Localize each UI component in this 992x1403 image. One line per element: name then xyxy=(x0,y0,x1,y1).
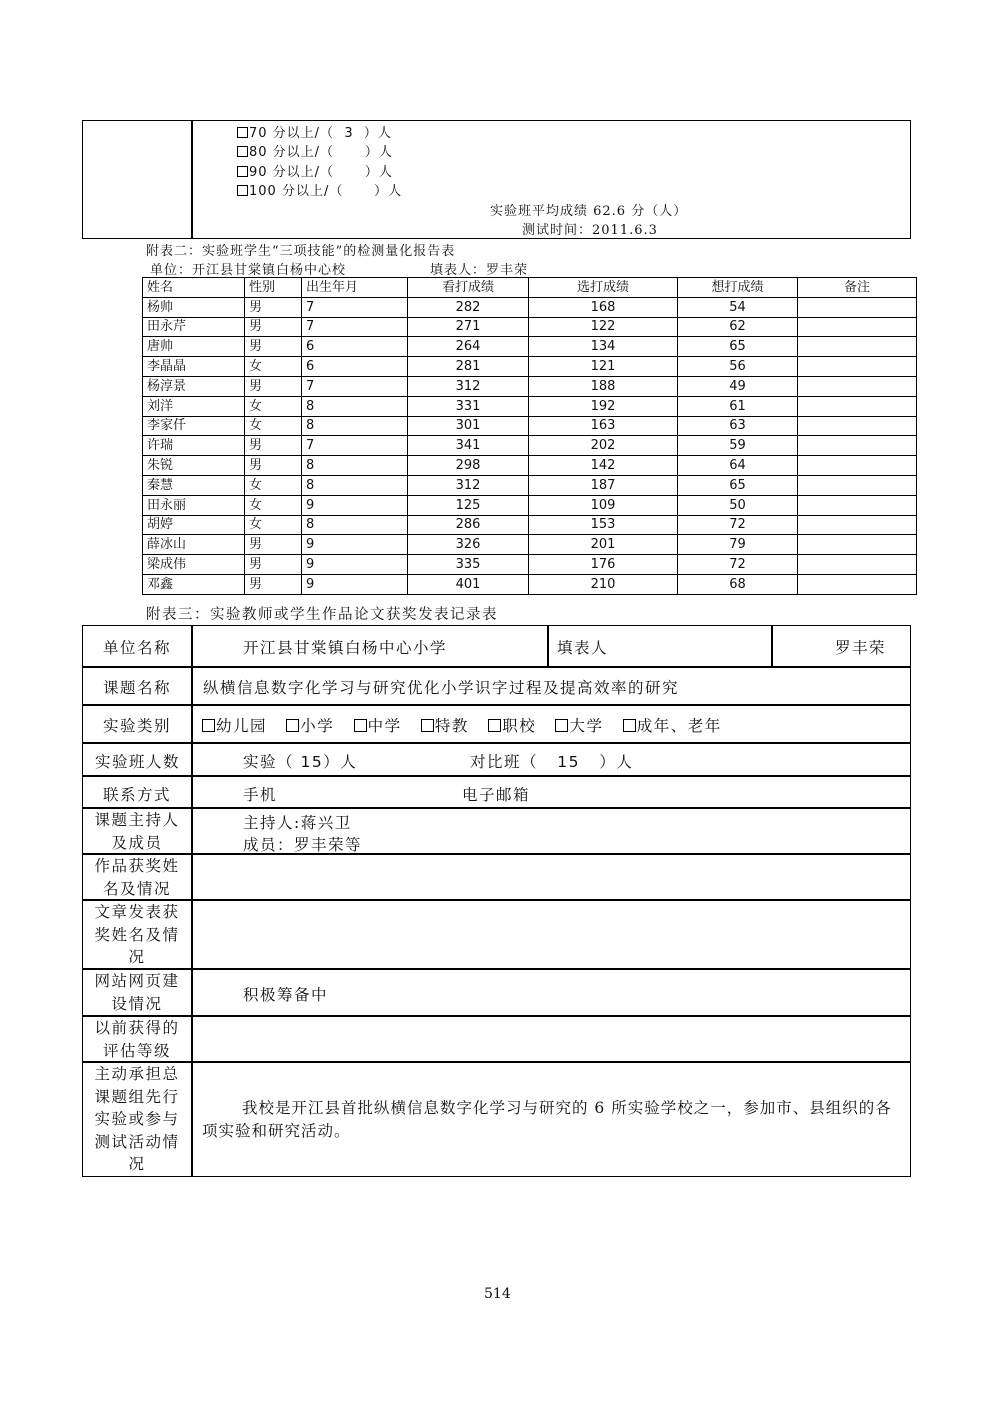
rating-label: 以前获得的评估等级 xyxy=(94,1019,180,1060)
table-row xyxy=(143,376,917,396)
table-cell: 121 xyxy=(529,357,678,377)
table-row xyxy=(143,515,917,535)
table-cell: 134 xyxy=(529,337,678,357)
table-cell: 男 xyxy=(245,574,302,594)
host-label: 课题主持人及成员 xyxy=(94,811,180,852)
category-option[interactable]: 大学 xyxy=(555,717,603,735)
table-cell: 271 xyxy=(408,317,529,337)
row-line xyxy=(82,899,911,901)
control-count: 对比班（ 15 ）人 xyxy=(470,753,634,771)
category-options xyxy=(202,714,722,736)
table-cell: 杨帅 xyxy=(143,297,245,317)
table-cell xyxy=(798,376,917,396)
topic-value: 纵横信息数字化学习与研究优化小学识字过程及提高效率的研究 xyxy=(203,679,680,697)
table-cell: 72 xyxy=(678,515,798,535)
record-divider-a xyxy=(547,625,549,667)
filler-label: 填表人 xyxy=(557,639,609,657)
table-cell: 312 xyxy=(408,376,529,396)
table-cell: 男 xyxy=(245,376,302,396)
header-cell: 性别 xyxy=(245,278,302,298)
category-option[interactable]: 成年、老年 xyxy=(623,717,722,735)
table-cell: 192 xyxy=(529,396,678,416)
table-cell: 杨淳景 xyxy=(143,376,245,396)
table-cell: 63 xyxy=(678,416,798,436)
header-cell: 选打成绩 xyxy=(529,278,678,298)
class-average: 实验班平均成绩 62.6 分（人） xyxy=(490,204,688,219)
table-cell: 125 xyxy=(408,495,529,515)
table-cell: 女 xyxy=(245,357,302,377)
website-value: 积极筹备中 xyxy=(243,986,329,1004)
category-option[interactable]: 职校 xyxy=(488,717,536,735)
topic-label: 课题名称 xyxy=(103,679,172,697)
table-cell: 8 xyxy=(302,456,408,476)
table-row xyxy=(143,396,917,416)
page-number: 514 xyxy=(484,1286,511,1302)
members-value: 成员：罗丰荣等 xyxy=(243,836,363,854)
table-cell: 62 xyxy=(678,317,798,337)
table-cell: 女 xyxy=(245,396,302,416)
table-cell xyxy=(798,574,917,594)
table-cell: 邓鑫 xyxy=(143,574,245,594)
score-option-100: 100 分以上/（ ）人 xyxy=(237,180,402,199)
category-option[interactable]: 幼儿园 xyxy=(202,717,267,735)
table-cell: 326 xyxy=(408,535,529,555)
table-cell: 202 xyxy=(529,436,678,456)
table-cell xyxy=(798,357,917,377)
table-cell: 298 xyxy=(408,456,529,476)
row-line xyxy=(82,704,911,706)
table-cell: 188 xyxy=(529,376,678,396)
website-label: 网站网页建设情况 xyxy=(94,972,180,1013)
exp-count: 实验（ 15）人 xyxy=(243,753,358,771)
table-row xyxy=(143,416,917,436)
table-cell: 301 xyxy=(408,416,529,436)
table-row xyxy=(143,297,917,317)
checkbox-icon[interactable] xyxy=(202,719,215,732)
table-cell: 341 xyxy=(408,436,529,456)
table-cell: 梁成伟 xyxy=(143,555,245,575)
table-cell: 176 xyxy=(529,555,678,575)
table-cell xyxy=(798,396,917,416)
table-cell: 331 xyxy=(408,396,529,416)
row-line xyxy=(82,853,911,855)
table-cell xyxy=(798,475,917,495)
skills-table xyxy=(142,277,917,595)
phone-label: 手机 xyxy=(243,786,278,804)
unit-value: 开江县甘棠镇白杨中心小学 xyxy=(243,639,448,657)
table-cell: 8 xyxy=(302,416,408,436)
checkbox-icon[interactable] xyxy=(488,719,501,732)
table-cell: 6 xyxy=(302,337,408,357)
table-cell: 胡婷 xyxy=(143,515,245,535)
table-cell: 72 xyxy=(678,555,798,575)
table-cell: 男 xyxy=(245,535,302,555)
table-cell: 田永丽 xyxy=(143,495,245,515)
table-cell: 9 xyxy=(302,535,408,555)
table-cell: 264 xyxy=(408,337,529,357)
header-cell: 看打成绩 xyxy=(408,278,529,298)
table-cell: 刘洋 xyxy=(143,396,245,416)
table-cell: 163 xyxy=(529,416,678,436)
table-cell: 8 xyxy=(302,515,408,535)
table-row xyxy=(143,475,917,495)
table-cell: 男 xyxy=(245,436,302,456)
table-cell: 187 xyxy=(529,475,678,495)
table-cell: 61 xyxy=(678,396,798,416)
table-cell: 8 xyxy=(302,475,408,495)
top-score-divider xyxy=(191,120,193,239)
table-cell: 282 xyxy=(408,297,529,317)
table-cell: 6 xyxy=(302,357,408,377)
table-cell: 109 xyxy=(529,495,678,515)
table-cell xyxy=(798,495,917,515)
table-cell xyxy=(798,456,917,476)
checkbox-icon[interactable] xyxy=(237,146,248,157)
record-divider-b xyxy=(771,625,773,667)
table-row xyxy=(143,357,917,377)
host-value: 主持人:蒋兴卫 xyxy=(243,814,352,832)
table2-caption: 附表二：实验班学生“三项技能”的检测量化报告表 xyxy=(146,244,456,259)
table-row xyxy=(143,317,917,337)
table-cell: 286 xyxy=(408,515,529,535)
table-cell: 168 xyxy=(529,297,678,317)
activity-label: 主动承担总课题组先行实验或参与测试活动情况 xyxy=(94,1065,180,1173)
table-cell: 朱锐 xyxy=(143,456,245,476)
table-row xyxy=(143,495,917,515)
table-cell: 281 xyxy=(408,357,529,377)
checkbox-icon[interactable] xyxy=(555,719,568,732)
table-cell: 8 xyxy=(302,396,408,416)
table-cell: 59 xyxy=(678,436,798,456)
table-cell: 7 xyxy=(302,436,408,456)
header-cell: 出生年月 xyxy=(302,278,408,298)
table-cell: 7 xyxy=(302,297,408,317)
table-cell: 李晶晶 xyxy=(143,357,245,377)
table-cell: 男 xyxy=(245,297,302,317)
category-option[interactable]: 小学 xyxy=(286,717,334,735)
score-option-80: 80 分以上/（ ）人 xyxy=(237,141,393,160)
table-cell xyxy=(798,515,917,535)
row-line xyxy=(82,1061,911,1063)
table-cell: 64 xyxy=(678,456,798,476)
table-cell xyxy=(798,337,917,357)
table-cell: 薛冰山 xyxy=(143,535,245,555)
email-label: 电子邮箱 xyxy=(462,786,531,804)
table-cell xyxy=(798,297,917,317)
table-cell: 9 xyxy=(302,574,408,594)
table-cell: 335 xyxy=(408,555,529,575)
row-line xyxy=(82,666,911,668)
table-cell: 女 xyxy=(245,475,302,495)
checkbox-icon[interactable] xyxy=(237,185,248,196)
table2-unit: 单位：开江县甘棠镇白杨中心校 xyxy=(150,263,347,278)
checkbox-icon[interactable] xyxy=(237,127,248,138)
table-cell xyxy=(798,416,917,436)
record-label-divider xyxy=(191,625,193,1177)
table-cell: 68 xyxy=(678,574,798,594)
table-cell: 50 xyxy=(678,495,798,515)
table-cell: 142 xyxy=(529,456,678,476)
table-cell: 秦慧 xyxy=(143,475,245,495)
table-cell xyxy=(798,317,917,337)
table-cell: 79 xyxy=(678,535,798,555)
checkbox-icon[interactable] xyxy=(623,719,636,732)
table-row xyxy=(143,535,917,555)
table-cell: 男 xyxy=(245,555,302,575)
row-line xyxy=(82,1015,911,1017)
table-cell: 李家仟 xyxy=(143,416,245,436)
category-option[interactable]: 特教 xyxy=(421,717,469,735)
category-option[interactable]: 中学 xyxy=(354,717,402,735)
test-time: 测试时间：2011.6.3 xyxy=(522,223,658,238)
record-table xyxy=(82,625,911,1177)
table-cell: 201 xyxy=(529,535,678,555)
table3-caption: 附表三：实验教师或学生作品论文获奖发表记录表 xyxy=(146,607,498,623)
row-line xyxy=(82,742,911,744)
table-cell: 9 xyxy=(302,495,408,515)
score-option-70: 70 分以上/（ 3 ）人 xyxy=(237,122,392,141)
table-cell: 7 xyxy=(302,317,408,337)
table-row xyxy=(143,574,917,594)
header-cell: 想打成绩 xyxy=(678,278,798,298)
checkbox-icon[interactable] xyxy=(421,719,434,732)
table-cell: 田永芹 xyxy=(143,317,245,337)
row-line xyxy=(82,968,911,970)
table-cell: 女 xyxy=(245,515,302,535)
checkbox-icon[interactable] xyxy=(354,719,367,732)
class-size-label: 实验班人数 xyxy=(95,753,181,771)
table-cell: 男 xyxy=(245,317,302,337)
articles-label: 文章发表获奖姓名及情况 xyxy=(94,903,180,966)
table-header-row xyxy=(143,278,917,298)
table-cell: 153 xyxy=(529,515,678,535)
row-line xyxy=(82,775,911,777)
works-label: 作品获奖姓名及情况 xyxy=(94,857,180,898)
table-cell: 54 xyxy=(678,297,798,317)
checkbox-icon[interactable] xyxy=(286,719,299,732)
score-option-90: 90 分以上/（ ）人 xyxy=(237,161,393,180)
unit-label: 单位名称 xyxy=(103,639,172,657)
table-cell: 56 xyxy=(678,357,798,377)
table-cell: 许瑞 xyxy=(143,436,245,456)
table-cell xyxy=(798,535,917,555)
table-cell: 女 xyxy=(245,416,302,436)
activity-value: 我校是开江县首批纵横信息数字化学习与研究的 6 所实验学校之一，参加市、县组织的各项实验和研究活动。 xyxy=(202,1099,892,1140)
table-cell xyxy=(798,555,917,575)
top-score-box xyxy=(82,120,911,239)
table-cell: 女 xyxy=(245,495,302,515)
table-cell: 49 xyxy=(678,376,798,396)
table-cell: 唐帅 xyxy=(143,337,245,357)
table-cell: 401 xyxy=(408,574,529,594)
checkbox-icon[interactable] xyxy=(237,166,248,177)
table-row xyxy=(143,555,917,575)
contact-label: 联系方式 xyxy=(103,786,172,804)
filler-value: 罗丰荣 xyxy=(835,639,887,657)
table-row xyxy=(143,436,917,456)
category-label: 实验类别 xyxy=(103,717,172,735)
table-row xyxy=(143,337,917,357)
table-cell: 9 xyxy=(302,555,408,575)
table-cell: 65 xyxy=(678,337,798,357)
header-cell: 姓名 xyxy=(143,278,245,298)
table2-filler: 填表人：罗丰荣 xyxy=(430,263,529,278)
table-cell: 312 xyxy=(408,475,529,495)
table-cell: 男 xyxy=(245,337,302,357)
row-line xyxy=(82,807,911,809)
table-cell: 210 xyxy=(529,574,678,594)
table-row xyxy=(143,456,917,476)
header-cell: 备注 xyxy=(798,278,917,298)
table-cell xyxy=(798,436,917,456)
table-cell: 122 xyxy=(529,317,678,337)
table-cell: 男 xyxy=(245,456,302,476)
table-cell: 65 xyxy=(678,475,798,495)
table-cell: 7 xyxy=(302,376,408,396)
